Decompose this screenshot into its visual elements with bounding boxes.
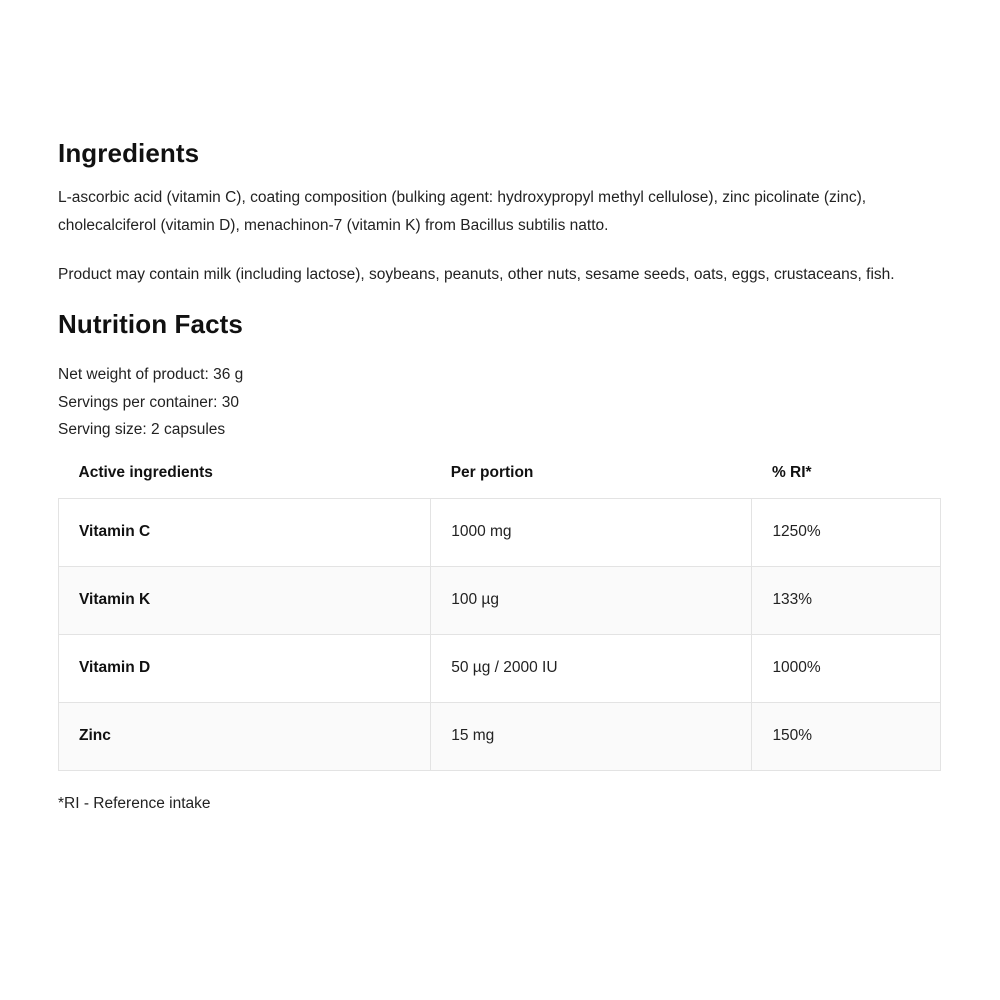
nutrition-heading: Nutrition Facts	[58, 309, 243, 339]
header-active-ingredients: Active ingredients	[78, 463, 213, 481]
ri-footnote: *RI - Reference intake	[58, 794, 211, 812]
ri-cell: 1000%	[752, 634, 941, 702]
ingredients-text: L-ascorbic acid (vitamin C), coating composition (bulking agent: hydroxypropyl methyl cellulose), zinc picolinate (zinc), cholecalciferol (vitamin D), menachinon-7 (vitamin K) from Bacillus subtilis natto.	[58, 189, 867, 234]
ingredient-name-cell: Vitamin K	[59, 566, 431, 634]
allergen-text: Product may contain milk (including lactose), soybeans, peanuts, other nuts, sesame seeds, oats, eggs, crustaceans, fish.	[58, 266, 895, 283]
ingredient-name-cell: Vitamin D	[59, 634, 431, 702]
serving-size: Serving size: 2 capsules	[58, 421, 226, 438]
table-row	[59, 498, 941, 566]
ingredient-name-cell: Zinc	[59, 702, 431, 770]
per-portion-cell: 100 µg	[431, 566, 752, 634]
header-per-portion: Per portion	[450, 463, 534, 481]
ri-cell: 150%	[752, 702, 941, 770]
product-info	[58, 136, 941, 813]
nutrition-table	[58, 464, 941, 771]
table-header-row	[59, 464, 941, 499]
per-portion-cell: 15 mg	[431, 702, 752, 770]
per-portion-cell: 50 µg / 2000 IU	[431, 634, 752, 702]
table-row	[59, 702, 941, 770]
ri-cell: 133%	[752, 566, 941, 634]
header-ri: % RI*	[771, 463, 812, 481]
net-weight: Net weight of product: 36 g	[58, 366, 244, 383]
per-portion-cell: 1000 mg	[431, 498, 752, 566]
ingredient-name-cell: Vitamin C	[59, 498, 431, 566]
table-row	[59, 566, 941, 634]
servings-per-container: Servings per container: 30	[58, 393, 239, 411]
ingredients-heading: Ingredients	[58, 138, 200, 168]
table-row	[59, 634, 941, 702]
ri-cell: 1250%	[752, 498, 941, 566]
